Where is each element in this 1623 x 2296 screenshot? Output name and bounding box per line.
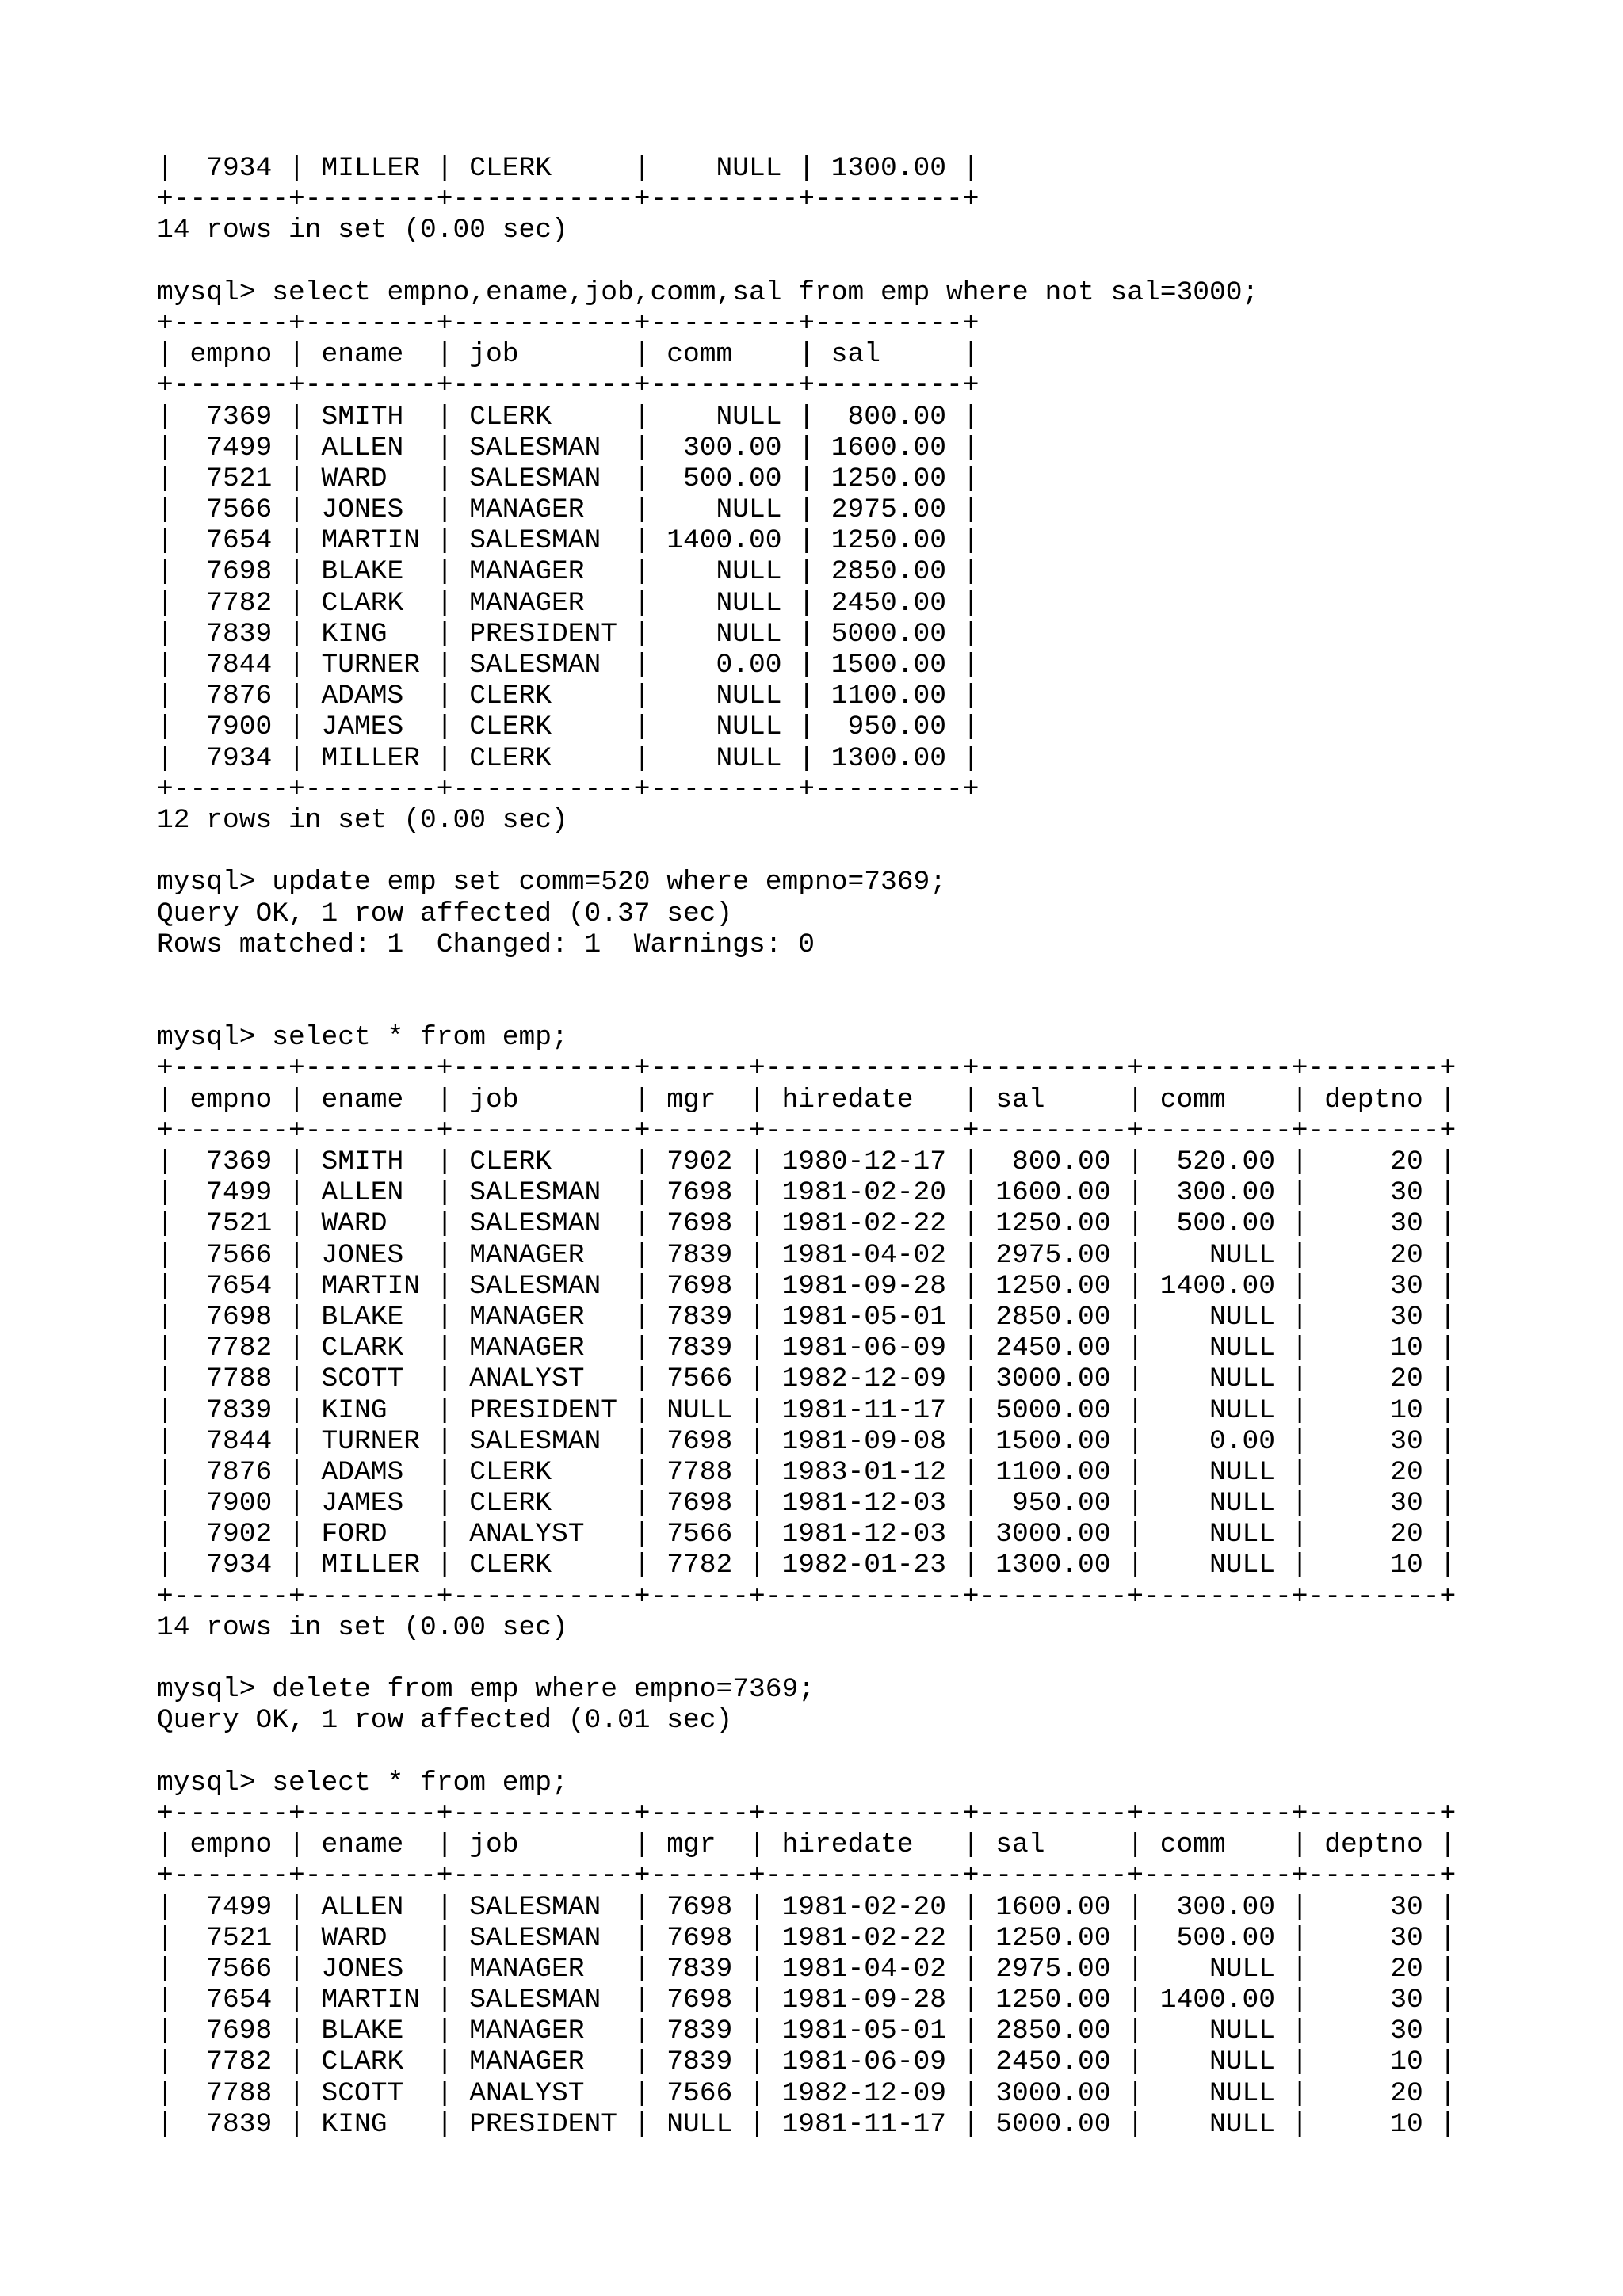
command-line: mysql> select * from emp; (157, 1767, 568, 1798)
table-header: | empno | ename | job | comm | sal | (157, 339, 980, 371)
result-summary: 14 rows in set (0.00 sec) (157, 215, 568, 246)
table-border: +-------+--------+-----------+---------+---------+ (157, 773, 980, 805)
blank-line (157, 1643, 1456, 1674)
command-line: mysql> select empno,ename,job,comm,sal from emp where not sal=3000; (157, 277, 1259, 308)
table-row: | 7934 | MILLER | CLERK | NULL | 1300.00 | (157, 153, 980, 184)
table-row: | 7839 | KING | PRESIDENT | NULL | 5000.00 | (157, 618, 980, 650)
table-row: | 7521 | WARD | SALESMAN | 500.00 | 1250.00 | (157, 463, 980, 494)
table-row: | 7844 | TURNER | SALESMAN | 0.00 | 1500.00 | (157, 650, 980, 681)
command-line: mysql> select * from emp; (157, 1022, 568, 1054)
table-row: | 7788 | SCOTT | ANALYST | 7566 | 1982-12-09 | 3000.00 | NULL | 20 | (157, 2077, 1457, 2109)
blank-line (157, 246, 1456, 277)
table-header: | empno | ename | job | mgr | hiredate | sal | comm | deptno | (157, 1084, 1457, 1116)
table-row: | 7839 | KING | PRESIDENT | NULL | 1981-11-17 | 5000.00 | NULL | 10 | (157, 2108, 1457, 2140)
table-row: | 7900 | JAMES | CLERK | NULL | 950.00 | (157, 711, 980, 743)
table-row: | 7499 | ALLEN | SALESMAN | 300.00 | 1600.00 | (157, 432, 980, 463)
table-row: | 7900 | JAMES | CLERK | 7698 | 1981-12-03 | 950.00 | NULL | 30 | (157, 1488, 1457, 1520)
table-row: | 7934 | MILLER | CLERK | 7782 | 1982-01-23 | 1300.00 | NULL | 10 | (157, 1550, 1457, 1581)
command-line: mysql> delete from emp where empno=7369; (157, 1674, 815, 1706)
table-row: | 7788 | SCOTT | ANALYST | 7566 | 1982-12-09 | 3000.00 | NULL | 20 | (157, 1363, 1457, 1395)
table-row: | 7521 | WARD | SALESMAN | 7698 | 1981-02-22 | 1250.00 | 500.00 | 30 | (157, 1208, 1457, 1240)
table-row: | 7566 | JONES | MANAGER | 7839 | 1981-04-02 | 2975.00 | NULL | 20 | (157, 1953, 1457, 1985)
table-row: | 7499 | ALLEN | SALESMAN | 7698 | 1981-02-20 | 1600.00 | 300.00 | 30 | (157, 1891, 1457, 1923)
blank-line (157, 836, 1456, 867)
table-row: | 7566 | JONES | MANAGER | NULL | 2975.00 | (157, 494, 980, 526)
table-border: +-------+--------+-----------+---------+---------+ (157, 307, 980, 339)
table-row: | 7499 | ALLEN | SALESMAN | 7698 | 1981-02-20 | 1600.00 | 300.00 | 30 | (157, 1177, 1457, 1209)
table-row: | 7876 | ADAMS | CLERK | 7788 | 1983-01-12 | 1100.00 | NULL | 20 | (157, 1456, 1457, 1488)
blank-line (157, 991, 1456, 1022)
result-summary: 14 rows in set (0.00 sec) (157, 1611, 568, 1643)
table-row: | 7654 | MARTIN | SALESMAN | 1400.00 | 1250.00 | (157, 525, 980, 557)
table-row: | 7369 | SMITH | CLERK | NULL | 800.00 | (157, 401, 980, 433)
table-row: | 7934 | MILLER | CLERK | NULL | 1300.00 | (157, 742, 980, 774)
table-border: +-------+--------+-----------+------+------------+---------+---------+--------+ (157, 1860, 1457, 1892)
table-row: | 7521 | WARD | SALESMAN | 7698 | 1981-02-22 | 1250.00 | 500.00 | 30 | (157, 1922, 1457, 1954)
table-row: | 7782 | CLARK | MANAGER | 7839 | 1981-06-09 | 2450.00 | NULL | 10 | (157, 2046, 1457, 2078)
table-row: | 7782 | CLARK | MANAGER | NULL | 2450.00 | (157, 587, 980, 619)
table-row: | 7876 | ADAMS | CLERK | NULL | 1100.00 | (157, 681, 980, 712)
blank-line (157, 960, 1456, 991)
table-row: | 7566 | JONES | MANAGER | 7839 | 1981-04-02 | 2975.00 | NULL | 20 | (157, 1239, 1457, 1271)
table-border: +-------+--------+-----------+------+------------+---------+---------+--------+ (157, 1053, 1457, 1085)
table-row: | 7654 | MARTIN | SALESMAN | 7698 | 1981-09-28 | 1250.00 | 1400.00 | 30 | (157, 1270, 1457, 1302)
blank-line (157, 1737, 1456, 1768)
table-header: | empno | ename | job | mgr | hiredate | sal | comm | deptno | (157, 1829, 1457, 1861)
table-row: | 7698 | BLAKE | MANAGER | NULL | 2850.00 | (157, 556, 980, 588)
command-line: mysql> update emp set comm=520 where empno=7369; (157, 867, 947, 898)
table-border: +-------+--------+-----------+------+------------+---------+---------+--------+ (157, 1581, 1457, 1612)
table-border: +-------+--------+-----------+---------+---------+ (157, 370, 980, 402)
query-status: Query OK, 1 row affected (0.01 sec) (157, 1705, 733, 1737)
table-border: +-------+--------+-----------+---------+---------+ (157, 184, 980, 215)
terminal-output (157, 153, 1456, 2140)
table-row: | 7654 | MARTIN | SALESMAN | 7698 | 1981-09-28 | 1250.00 | 1400.00 | 30 | (157, 1985, 1457, 2016)
table-border: +-------+--------+-----------+------+------------+---------+---------+--------+ (157, 1798, 1457, 1829)
table-row: | 7782 | CLARK | MANAGER | 7839 | 1981-06-09 | 2450.00 | NULL | 10 | (157, 1333, 1457, 1364)
table-row: | 7369 | SMITH | CLERK | 7902 | 1980-12-17 | 800.00 | 520.00 | 20 | (157, 1146, 1457, 1177)
table-row: | 7698 | BLAKE | MANAGER | 7839 | 1981-05-01 | 2850.00 | NULL | 30 | (157, 1301, 1457, 1333)
table-row: | 7698 | BLAKE | MANAGER | 7839 | 1981-05-01 | 2850.00 | NULL | 30 | (157, 2016, 1457, 2047)
result-summary: 12 rows in set (0.00 sec) (157, 804, 568, 836)
table-row: | 7839 | KING | PRESIDENT | NULL | 1981-11-17 | 5000.00 | NULL | 10 | (157, 1394, 1457, 1426)
query-status: Query OK, 1 row affected (0.37 sec) (157, 898, 733, 929)
table-row: | 7902 | FORD | ANALYST | 7566 | 1981-12-03 | 3000.00 | NULL | 20 | (157, 1519, 1457, 1550)
table-row: | 7844 | TURNER | SALESMAN | 7698 | 1981-09-08 | 1500.00 | 0.00 | 30 | (157, 1425, 1457, 1457)
query-status: Rows matched: 1 Changed: 1 Warnings: 0 (157, 929, 815, 960)
table-border: +-------+--------+-----------+------+------------+---------+---------+--------+ (157, 1115, 1457, 1146)
